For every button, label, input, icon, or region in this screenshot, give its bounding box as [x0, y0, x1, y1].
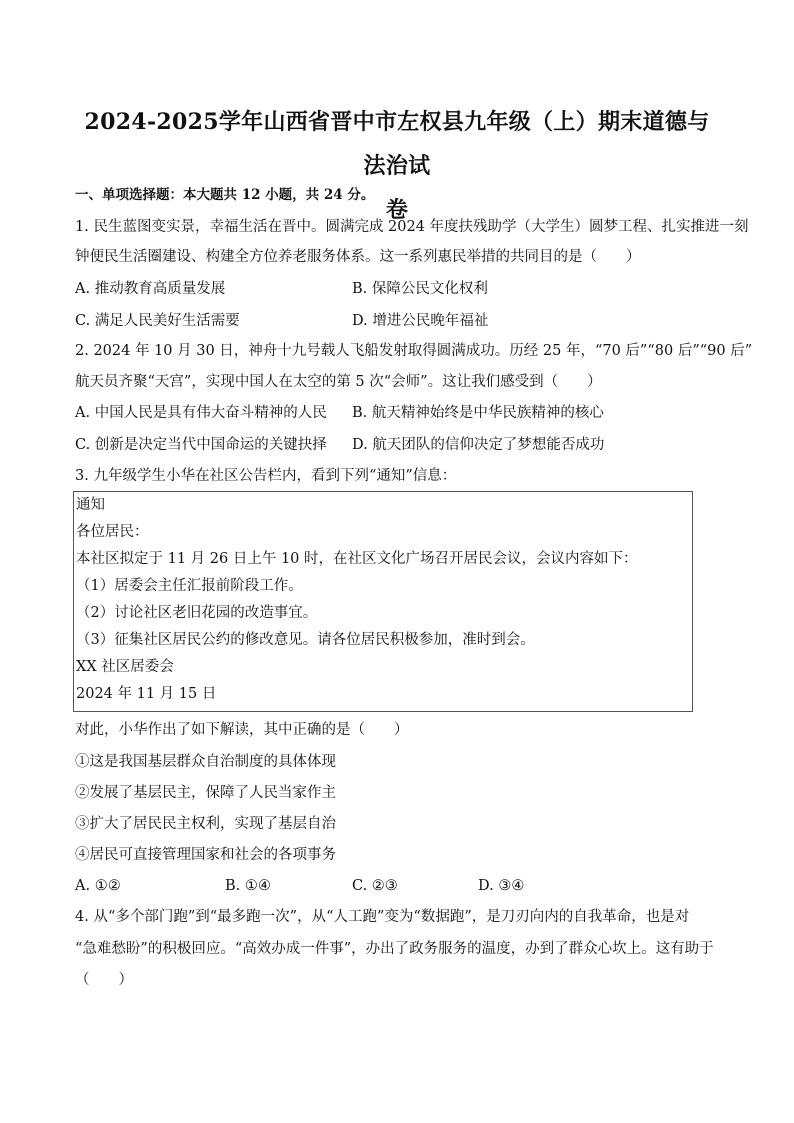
exam-title: [80, 100, 714, 232]
q2-option-c: C. 创新是决定当代中国命运的关键抉择: [75, 437, 327, 453]
q3-prompt: 对此，小华作出了如下解读，其中正确的是（ ）: [75, 722, 409, 738]
notice-heading: 通知: [76, 497, 105, 513]
q3-option-c: C. ②③: [352, 878, 398, 894]
notice-date: 2024 年 11 月 15 日: [76, 686, 217, 702]
q1-stem-line-1: 1. 民生蓝图变实景，幸福生活在晋中。圆满完成 2024 年度扶残助学（大学生）圆梦工程、扎实推进一刻: [75, 219, 749, 235]
q4-stem-line-1: 4. 从“多个部门跑”到“最多跑一次”，从“人工跑”变为“数据跑”，是刀刃向内的自我革命，也是对: [75, 909, 690, 925]
q3-statement-3: ③扩大了居民民主权利，实现了基层自治: [75, 816, 336, 832]
q3-option-b: B. ①④: [225, 878, 271, 894]
q2-option-b: B. 航天精神始终是中华民族精神的核心: [352, 405, 604, 421]
q1-option-d: D. 增进公民晚年福祉: [352, 313, 489, 329]
q3-statement-4: ④居民可直接管理国家和社会的各项事务: [75, 847, 336, 863]
title-line-2: 卷: [385, 197, 409, 223]
q2-option-d: D. 航天团队的信仰决定了梦想能否成功: [352, 437, 605, 453]
q1-option-b: B. 保障公民文化权利: [352, 281, 488, 297]
notice-greeting: 各位居民：: [76, 524, 149, 540]
notice-signer: XX 社区居委会: [76, 659, 174, 675]
notice-item-1: （1）居委会主任汇报前阶段工作。: [76, 578, 303, 594]
q4-stem-line-3: （ ）: [75, 972, 133, 988]
q2-option-a: A. 中国人民是具有伟大奋斗精神的人民: [75, 405, 327, 421]
q3-option-a: A. ①②: [75, 878, 121, 894]
notice-body: 本社区拟定于 11 月 26 日上午 10 时，在社区文化广场召开居民会议，会议内容如下：: [76, 551, 638, 567]
notice-item-2: （2）讨论社区老旧花园的改造事宜。: [76, 605, 318, 621]
section-heading: 一、单项选择题：本大题共 12 小题，共 24 分。: [75, 187, 375, 203]
q3-stem-line-1: 3. 九年级学生小华在社区公告栏内，看到下列“通知”信息：: [75, 468, 457, 484]
q2-stem-line-2: 航天员齐聚“天宫”，实现中国人在太空的第 5 次“会师”。这让我们感受到（ ）: [75, 374, 602, 390]
q1-option-a: A. 推动教育高质量发展: [75, 281, 226, 297]
q3-statement-1: ①这是我国基层群众自治制度的具体体现: [75, 754, 336, 770]
title-line-1: 2024-2025学年山西省晋中市左权县九年级（上）期末道德与法治试: [84, 109, 710, 179]
q3-option-d: D. ③④: [478, 878, 525, 894]
q3-statement-2: ②发展了基层民主，保障了人民当家作主: [75, 785, 336, 801]
q2-stem-line-1: 2. 2024 年 10 月 30 日，神舟十九号载人飞船发射取得圆满成功。历经 25 年，“70 后”“80 后”“90 后”: [75, 343, 753, 359]
q1-stem-line-2: 钟便民生活圈建设、构建全方位养老服务体系。这一系列惠民举措的共同目的是（ ）: [75, 249, 641, 265]
notice-item-3: （3）征集社区居民公约的修改意见。请各位居民积极参加，准时到会。: [76, 632, 535, 648]
q1-option-c: C. 满足人民美好生活需要: [75, 313, 240, 329]
q4-stem-line-2: “急难愁盼”的积极回应。“高效办成一件事”，办出了政务服务的温度，办到了群众心坎上。这有助于: [75, 941, 714, 957]
notice-box: [73, 491, 693, 712]
